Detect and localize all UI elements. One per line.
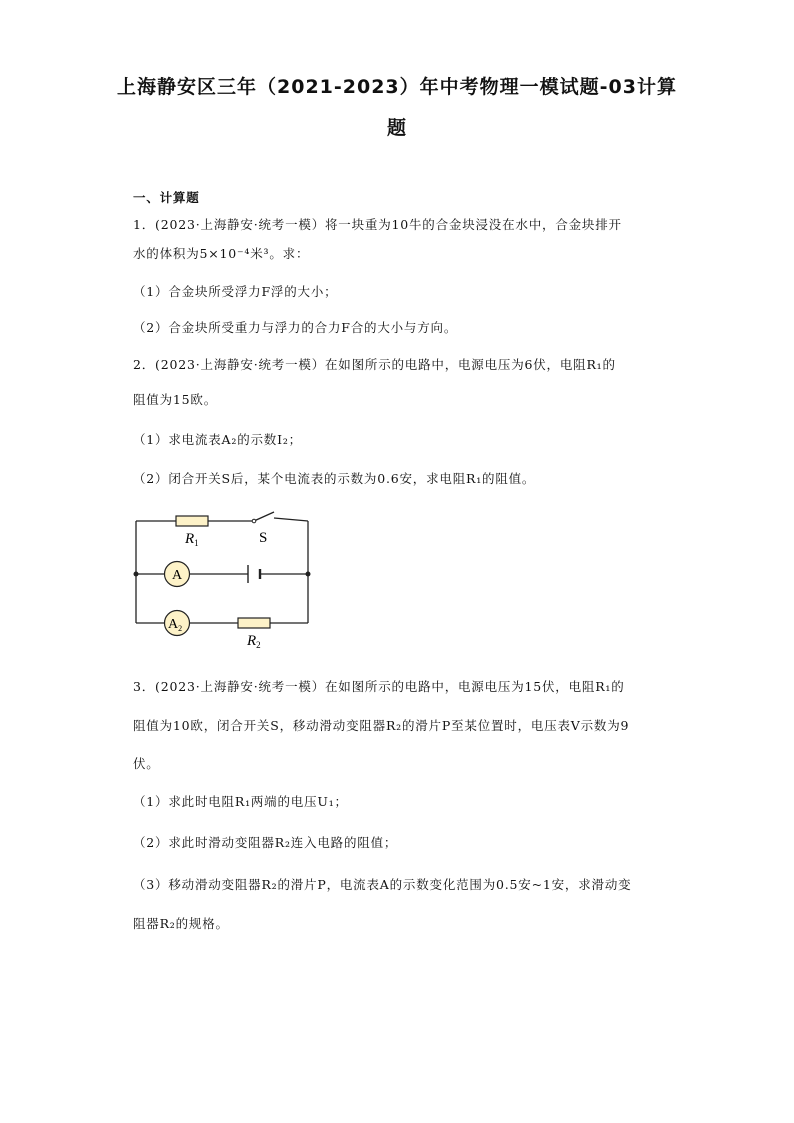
switch-pivot — [252, 519, 256, 523]
resistor-r1 — [176, 516, 208, 526]
q3-text-line1: 3．(2023·上海静安·统考一模）在如图所示的电路中，电源电压为15伏，电阻R₁的 — [133, 679, 625, 694]
q1-part1: （1）合金块所受浮力F浮的大小； — [133, 284, 338, 299]
q1-text-line1: 1．(2023·上海静安·统考一模）将一块重为10牛的合金块浸没在水中，合金块排开 — [133, 217, 622, 232]
q3-part1: （1）求此时电阻R₁两端的电压U₁； — [133, 794, 348, 809]
q3-text-line3: 伏。 — [133, 756, 160, 771]
switch-label: S — [259, 530, 268, 546]
page-title: 上海静安区三年（2021-2023）年中考物理一模试题-03计算 — [117, 76, 677, 98]
q2-part1: （1）求电流表A₂的示数I₂； — [133, 432, 302, 447]
circuit-wires — [136, 518, 308, 623]
q3-part3-continued: 阻器R₂的规格。 — [133, 916, 229, 931]
q2-text-line2: 阻值为15欧。 — [133, 392, 218, 407]
page-title-continued: 题 — [386, 117, 407, 139]
q1-part2: （2）合金块所受重力与浮力的合力F合的大小与方向。 — [133, 320, 458, 335]
switch-s — [254, 512, 274, 521]
circuit-diagram — [128, 505, 328, 655]
q2-part2: （2）闭合开关S后，某个电流表的示数为0.6安，求电阻R₁的阻值。 — [133, 471, 536, 486]
r1-label: $R_1$ — [185, 531, 199, 548]
q3-part2: （2）求此时滑动变阻器R₂连入电路的阻值； — [133, 835, 398, 850]
junction-right — [306, 572, 311, 577]
ammeter-a-label: A — [171, 568, 183, 583]
q1-text-line2: 水的体积为5×10⁻⁴米³。求： — [133, 246, 310, 261]
q3-text-line2: 阻值为10欧，闭合开关S，移动滑动变阻器R₂的滑片P至某位置时，电压表V示数为9 — [133, 718, 630, 733]
q2-text-line1: 2．(2023·上海静安·统考一模）在如图所示的电路中，电源电压为6伏，电阻R₁的 — [133, 357, 616, 372]
r2-label: $R_2$ — [247, 633, 261, 650]
ammeter-a2-label: $A_2$ — [167, 617, 183, 633]
q3-part3: （3）移动滑动变阻器R₂的滑片P，电流表A的示数变化范围为0.5安~1安，求滑动变 — [133, 877, 632, 892]
junction-left — [134, 572, 139, 577]
resistor-r2 — [238, 618, 270, 628]
section-heading: 一、计算题 — [133, 190, 200, 205]
